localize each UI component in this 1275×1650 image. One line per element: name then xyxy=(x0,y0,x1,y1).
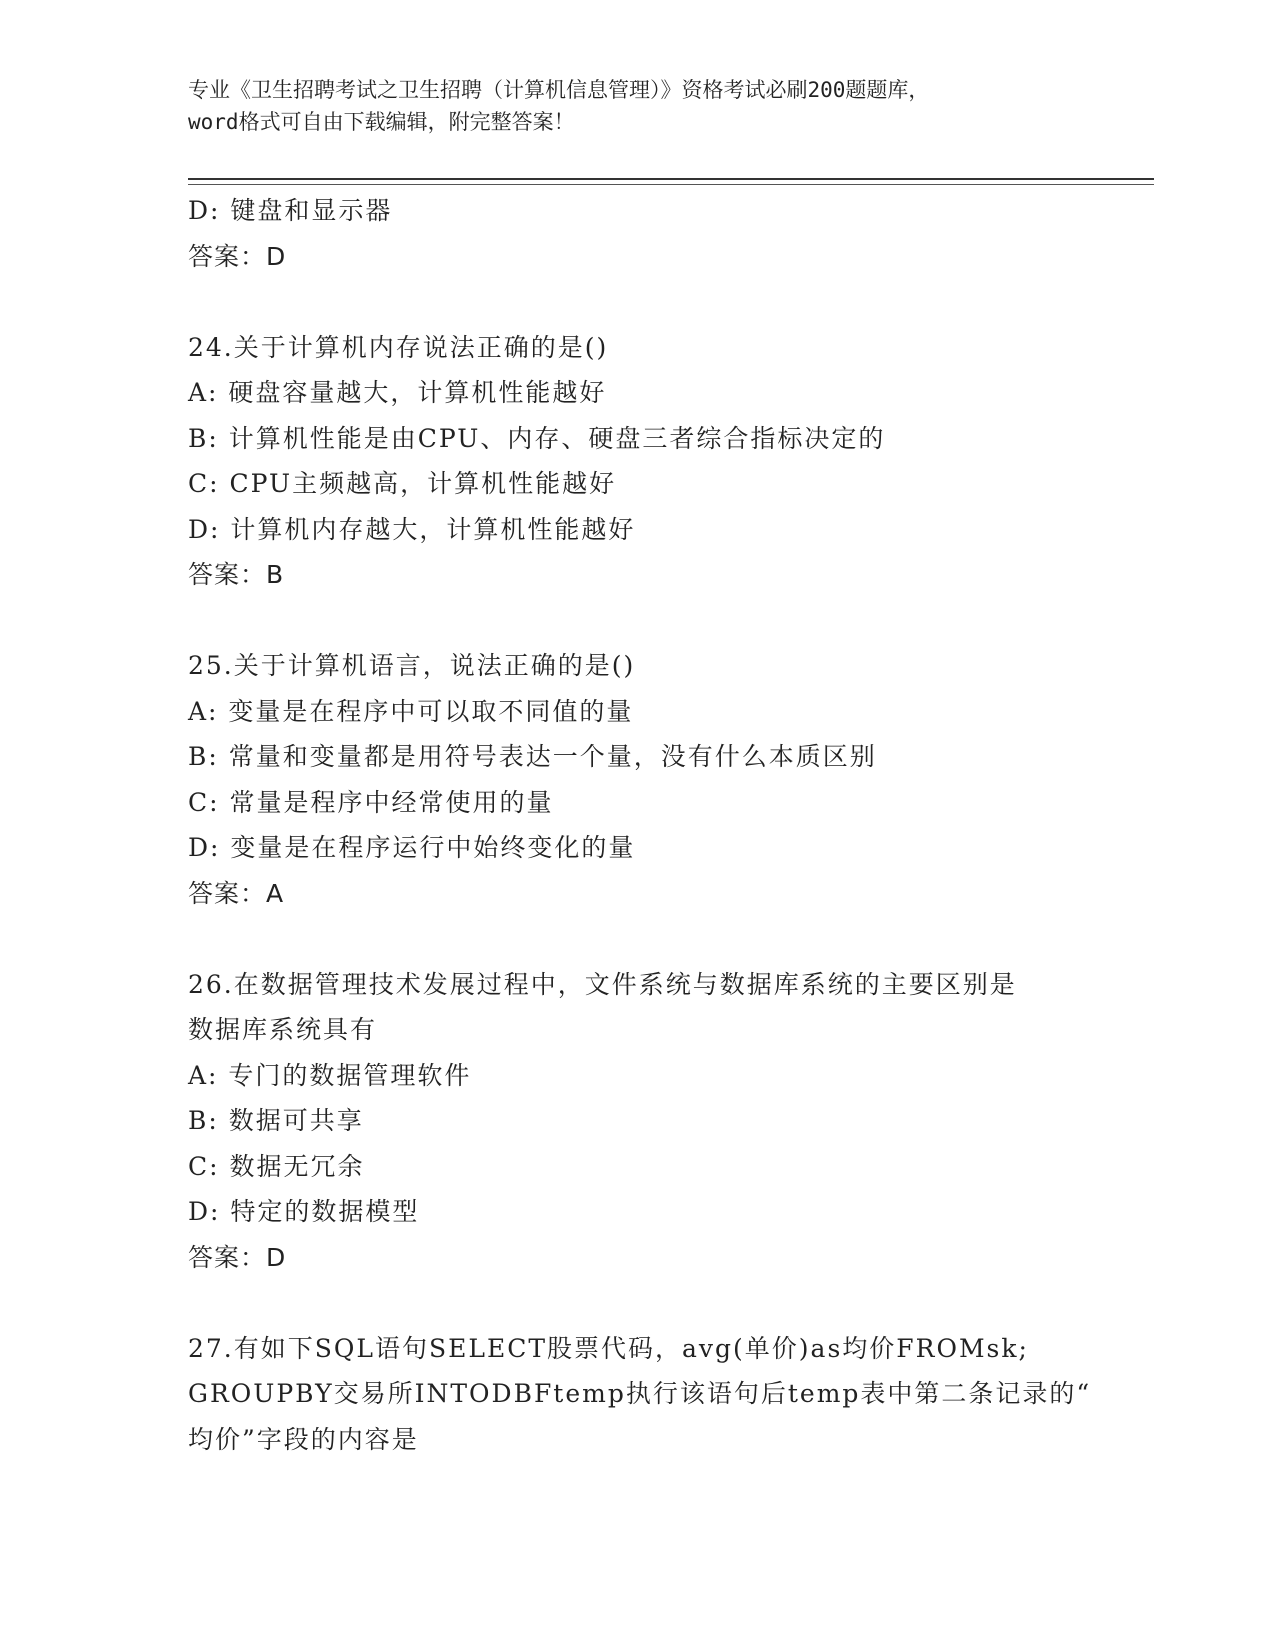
header-title-line-1: 专业《卫生招聘考试之卫生招聘（计算机信息管理）》资格考试必刷200题题库， xyxy=(188,78,930,102)
option-d: D: 变量是在程序运行中始终变化的量 xyxy=(188,833,636,862)
spacer xyxy=(188,598,1148,644)
option-c: C: 数据无冗余 xyxy=(188,1151,365,1181)
question-stem-line-2: GROUPBY交易所INTODBFtemp执行该语句后temp表中第二条记录的“ xyxy=(188,1379,1092,1408)
previous-question-tail xyxy=(188,188,1148,279)
option-d: D: 计算机内存越大，计算机性能越好 xyxy=(188,514,636,544)
option-a: A: 变量是在程序中可以取不同值的量 xyxy=(188,696,634,726)
option-d: D: 特定的数据模型 xyxy=(188,1197,420,1226)
question-27 xyxy=(188,1326,1148,1463)
answer-line: 答案：D xyxy=(188,1242,287,1272)
question-26 xyxy=(188,962,1148,1281)
question-stem-line-2: 数据库系统具有 xyxy=(188,1015,378,1044)
option-c: C: CPU主频越高，计算机性能越好 xyxy=(188,469,617,498)
question-25 xyxy=(188,643,1148,916)
option-b: B: 常量和变量都是用符号表达一个量，没有什么本质区别 xyxy=(188,742,877,771)
spacer xyxy=(188,916,1148,962)
answer-line: 答案：B xyxy=(188,560,285,589)
question-stem: 25.关于计算机语言，说法正确的是() xyxy=(188,651,636,680)
option-a: A: 专门的数据管理软件 xyxy=(188,1060,472,1090)
answer-line: 答案：A xyxy=(188,878,285,908)
question-24 xyxy=(188,325,1148,598)
answer-line: 答案：D xyxy=(188,241,287,271)
question-stem-line-1: 27.有如下SQL语句SELECT股票代码，avg(单价)as均价FROMsk; xyxy=(188,1333,1029,1363)
option-d: D: 键盘和显示器 xyxy=(188,196,393,225)
question-stem-line-3: 均价”字段的内容是 xyxy=(188,1424,419,1454)
header-divider-thick xyxy=(188,178,1154,180)
option-a: A: 硬盘容量越大，计算机性能越好 xyxy=(188,378,607,407)
header-divider-thin xyxy=(188,184,1154,185)
option-c: C: 常量是程序中经常使用的量 xyxy=(188,787,554,817)
spacer xyxy=(188,279,1148,325)
question-stem: 24.关于计算机内存说法正确的是() xyxy=(188,332,609,362)
header-title-line-2: word格式可自由下载编辑，附完整答案！ xyxy=(188,110,575,134)
option-b: B: 计算机性能是由CPU、内存、硬盘三者综合指标决定的 xyxy=(188,423,886,453)
question-stem-line-1: 26.在数据管理技术发展过程中，文件系统与数据库系统的主要区别是 xyxy=(188,969,1017,999)
spacer xyxy=(188,1280,1148,1326)
document-header xyxy=(188,74,1088,138)
option-b: B: 数据可共享 xyxy=(188,1106,364,1135)
question-list xyxy=(188,188,1148,1462)
